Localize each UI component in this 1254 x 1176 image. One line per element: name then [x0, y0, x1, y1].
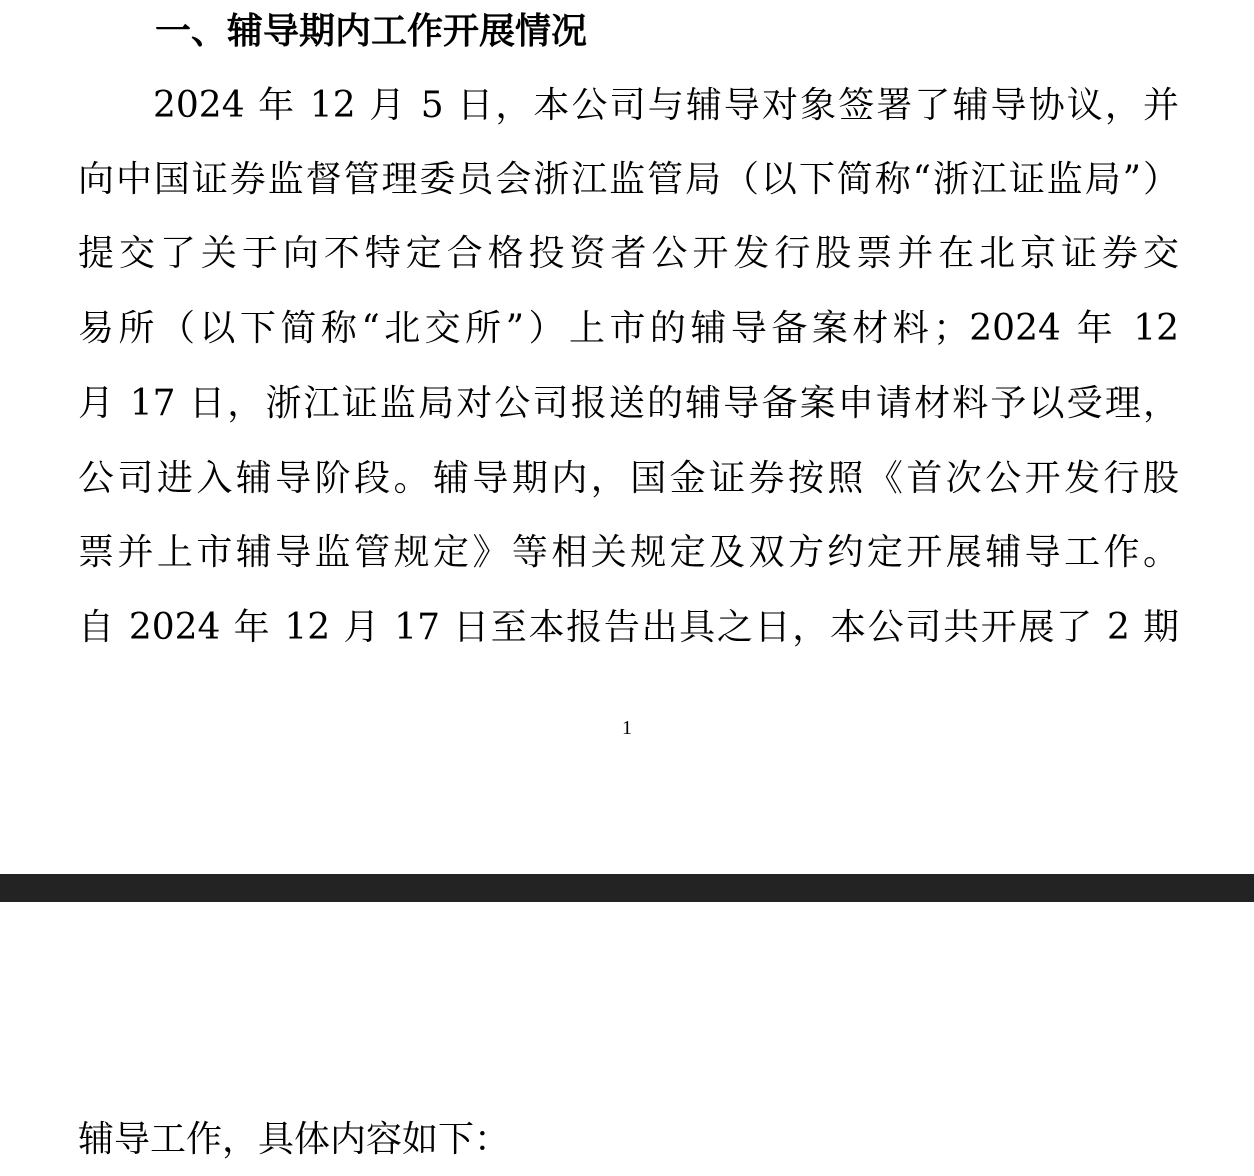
paragraph-line-6: 公司进入辅导阶段。辅导期内，国金证券按照《首次公开发行股: [78, 458, 1179, 499]
section-heading: 一、辅导期内工作开展情况: [155, 11, 588, 52]
paragraph-line-7: 票并上市辅导监管规定》等相关规定及双方约定开展辅导工作。: [78, 532, 1179, 573]
paragraph-line-2: 向中国证券监督管理委员会浙江监管局（以下简称“浙江证监局”）: [78, 159, 1179, 200]
paragraph-line-3: 提交了关于向不特定合格投资者公开发行股票并在北京证券交: [78, 233, 1179, 274]
paragraph-line-4: 易所（以下简称“北交所”）上市的辅导备案材料；2024 年 12: [78, 308, 1179, 349]
paragraph-line-9: 辅导工作，具体内容如下：: [78, 1119, 511, 1160]
page-separator: [0, 874, 1254, 902]
paragraph-line-8: 自 2024 年 12 月 17 日至本报告出具之日，本公司共开展了 2 期: [78, 607, 1179, 648]
paragraph-line-5: 月 17 日，浙江证监局对公司报送的辅导备案申请材料予以受理，: [78, 383, 1179, 424]
paragraph-line-1: 2024 年 12 月 5 日，本公司与辅导对象签署了辅导协议，并: [153, 85, 1179, 126]
page-number: 1: [622, 717, 632, 739]
